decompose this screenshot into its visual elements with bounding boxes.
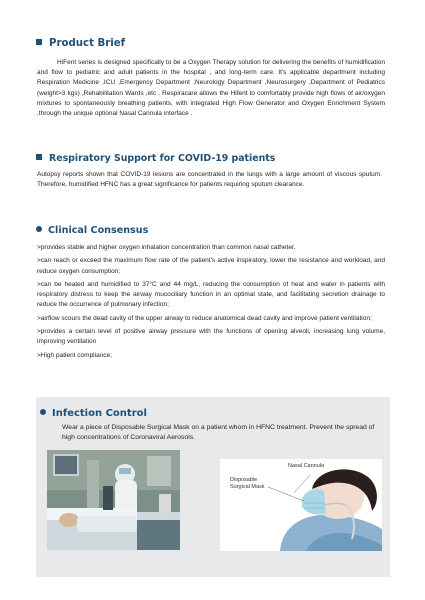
clinical-consensus-title: Clinical Consensus xyxy=(48,225,149,236)
list-item: >can reach or exceed the maximum flow rate of the patient's active inspiratory, lower the resistance and workload, and reduce oxygen consumption; xyxy=(37,257,385,275)
covid-paragraph: Autopsy reports shown that COVID-19 lesions are concentrated in the lungs with a large amount of viscous sputum. Therefore, humidified HFNC has a great significance for patients requiring sputum clearance. xyxy=(37,171,382,189)
covid-title: Respiratory Support for COVID-19 patients xyxy=(49,153,276,164)
patient-mask-illustration xyxy=(220,459,382,551)
surgical-mask-label-line1: Disposable xyxy=(230,477,258,483)
patient-mask-photo xyxy=(220,459,382,551)
list-item: >provides a certain level of positive airway pressure with the functions of opening alveoli, increasing lung volume, improving ventilation xyxy=(37,328,385,346)
square-bullet-icon xyxy=(36,39,42,45)
dot-bullet-icon xyxy=(36,226,42,232)
infection-control-box xyxy=(36,397,390,577)
square-bullet-icon xyxy=(36,154,42,160)
list-item: >airflow scours the dead cavity of the upper airway to reduce anatomical dead cavity and improve patient ventilation; xyxy=(37,314,372,322)
nasal-cannula-label: Nasal Cannula xyxy=(288,463,325,469)
clinical-consensus-list xyxy=(37,243,385,361)
covid-heading xyxy=(36,153,275,164)
infection-control-title: Infection Control xyxy=(52,408,147,419)
infection-control-paragraph: Wear a piece of Disposable Surgical Mask on a patient whom in HFNC treatment. Prevent the spread of high concentrations of Coronaviral Aerosols. xyxy=(62,424,375,442)
list-item: >High patient compliance; xyxy=(37,351,112,359)
hospital-ward-illustration xyxy=(47,450,180,550)
dot-bullet-icon xyxy=(40,409,46,415)
hospital-ward-photo xyxy=(47,450,180,550)
product-brief-title: Product Brief xyxy=(49,38,126,49)
surgical-mask-label-line2: Surgical Mask xyxy=(230,484,265,490)
list-item: >provides stable and higher oxygen inhalation concentration than common nasal catheter. xyxy=(37,244,296,251)
infection-control-heading xyxy=(40,408,147,419)
product-brief-paragraph: HiFent series is designed specifically to be a Oxygen Therapy solution for delivering the benefits of humidification and flow to pediatric and adult patients in the hospital , and long-term care. It's applicable department including Respiration Medicine ,ICU ,Emergency Department ,Neurology Department ,Neurosurgery ,Department of Pediatrics (weight>3 kgs) ,Rehabilitation Wards ,etc . Respiracare allows the Hifent to comfortably provide high flows of air/oxygen mixtures to spontaneously breathing patients, with integrated High Flow Generator and Oxygen Enrichment System ,through the unique optional Nasal Cannula interface . xyxy=(37,59,385,118)
list-item: >can be heated and humidified to 37°C and 44 mg/L, reducing the consumption of heat and water in patients with respiratory distress to keep the airway mucociliary function in an optimal state, and facilitating secretion drainage to reduce the occurrence of pulmonary infection; xyxy=(37,280,385,309)
product-brief-heading xyxy=(36,38,125,49)
clinical-consensus-heading xyxy=(36,225,148,236)
